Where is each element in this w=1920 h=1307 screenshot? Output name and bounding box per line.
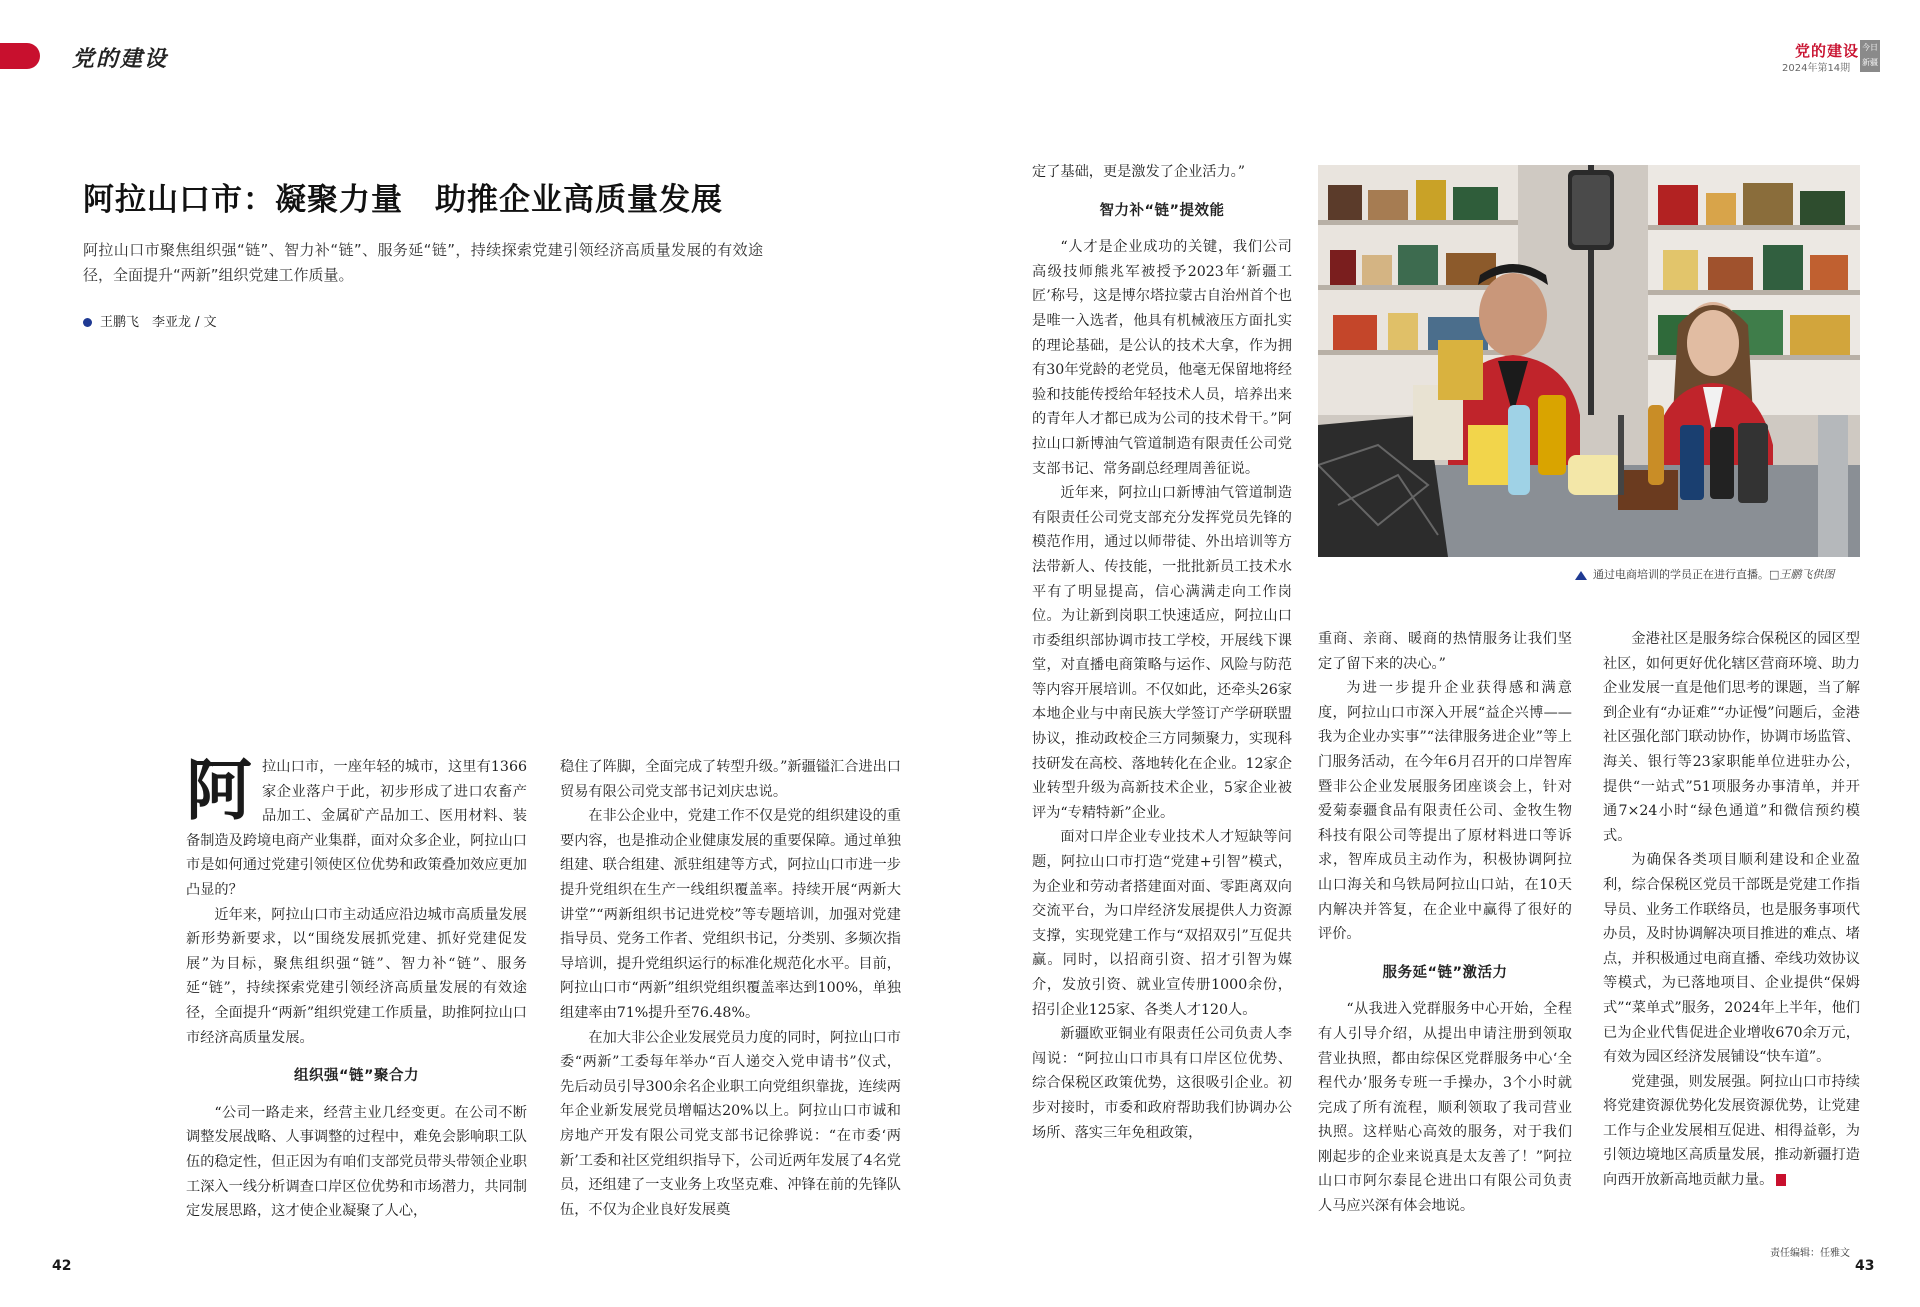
article-column-3 [1032,160,1292,1145]
paragraph: 为进一步提升企业获得感和满意度，阿拉山口市深入开展“益企兴博——我为企业办实事”“法律服务进企业”等上门服务活动，在今年6月召开的口岸智库暨非公企业发展服务团座谈会上，针对爱菊泰疆食品有限责任公司、金牧生物科技有限公司等提出了原材料进口等诉求，智库成员主动作为，积极协调阿拉山口海关和乌铁局阿拉山口站，在10天内解决并答复，在企业中赢得了很好的评价。 [1318,680,1572,943]
article-lead: 阿拉山口市聚焦组织强“链”、智力补“链”、服务延“链”，持续探索党建引领经济高质量发展的有效途径，全面提升“两新”组织党建工作质量。 [83,241,763,284]
badge-bottom-text: 新疆 [1862,58,1878,67]
paragraph: 新疆欧亚铜业有限责任公司负责人李闯说：“阿拉山口市具有口岸区位优势、综合保税区政策优势，这很吸引企业。初步对接时，市委和政府帮助我们协调办公场所、落实三年免租政策， [1032,1026,1292,1141]
magazine-badge [1860,40,1880,72]
page-number-right: 43 [1855,1258,1875,1274]
caption-triangle-icon [1575,571,1587,580]
badge-top-text: 今日 [1862,43,1878,52]
photo-caption [1575,566,1834,582]
paragraph: 为确保各类项目顺利建设和企业盈利，综合保税区党员干部既是党建工作指导员、业务工作联络员，也是服务事项代办员，及时协调解决项目推进的难点、堵点，并积极通过电商直播、牵线功效协议等模式，为已落地项目、企业提供“保姆式”“菜单式”服务，2024年上半年，他们已为企业代售促进企业增收670余万元，有效为园区经济发展铺设“快车道”。 [1603,852,1860,1066]
subheading: 智力补“链”提效能 [1099,202,1225,219]
paragraph: 近年来，阿拉山口市主动适应沿边城市高质量发展新形势新要求，以“围绕发展抓党建、抓好党建促发展”为目标，聚焦组织强“链”、智力补“链”、服务延“链”，持续探索党建引领经济高质量发展的有效途径，全面提升“两新”组织党建工作质量，助推阿拉山口市经济高质量发展。 [186,906,527,1046]
caption-text: 通过电商培训的学员正在进行直播。 [1593,568,1769,581]
caption-credit: □王鹏飞供图 [1769,568,1835,581]
byline [83,311,217,330]
paragraph: 面对口岸企业专业技术人才短缺等问题，阿拉山口市打造“党建+引智”模式，为企业和劳动者搭建面对面、零距离双向交流平台，为口岸经济发展提供人力资源支撑，实现党建工作与“双招双引”互促共赢。同时，以招商引资、招才引智为媒介，发放引资、就业宣传册1000余份，招引企业125家、各类人才120人。 [1032,829,1292,1018]
article-title: 阿拉山口市：凝聚力量 助推企业高质量发展 [83,182,723,218]
issue-label: 2024年第14期 [1782,63,1851,74]
paragraph: 在非公企业中，党建工作不仅是党的组织建设的重要内容，也是推动企业健康发展的重要保障。通过单独组建、联合组建、派驻组建等方式，阿拉山口市进一步提升党组织在生产一线组织覆盖率。持续开展“两新大讲堂”“两新组织书记进党校”等专题培训，加强对党建指导员、党务工作者、党组织书记，分类别、多频次指导培训，提升党组织运行的标准化规范化水平。目前，阿拉山口市“两新”组织党组织覆盖率达到100%，单独组建率由71%提升至76.48%。 [560,808,901,1021]
paragraph: 金港社区是服务综合保税区的园区型社区，如何更好优化辖区营商环境、助力企业发展一直是他们思考的课题，当了解到企业有“办证难”“办证慢”问题后，金港社区强化部门联动协作，协调市场监管、海关、银行等23家职能单位进驻办公，提供“一站式”51项服务办事清单，并开通7×24小时“绿色通道”和微信预约模式。 [1603,631,1860,844]
livestream-photo [1318,165,1860,557]
editor-credit: 责任编辑：任雅文 [1770,1248,1850,1259]
end-mark-icon [1776,1174,1786,1186]
article-column-4 [1318,627,1572,1219]
paragraph: 定了基础，更是激发了企业活力。” [1032,164,1245,180]
byline-dot-icon [83,318,92,327]
paragraph: 近年来，阿拉山口新博油气管道制造有限责任公司党支部充分发挥党员先锋的模范作用，通过以师带徒、外出培训等方法带新人、传技能，一批批新员工技术水平有了明显提高，信心满满走向工作岗位。为让新到岗职工快速适应，阿拉山口市委组织部协调市技工学校，开展线下课堂，对直播电商策略与运作、风险与防范等内容开展培训。不仅如此，还牵头26家本地企业与中南民族大学签订产学研联盟协议，推动政校企三方同频聚力，实现科技研发在高校、落地转化在企业。12家企业转型升级为高新技术企业，5家企业被评为“专精特新”企业。 [1032,485,1292,821]
subheading: 组织强“链”聚合力 [293,1068,420,1085]
byline-text: 王鹏飞 李亚龙 / 文 [100,315,217,330]
article-column-2 [560,755,901,1222]
paragraph: “从我进入党群服务中心开始，全程有人引导介绍，从提出申请注册到领取营业执照，都由综保区党群服务中心‘全程代办’服务专班一手操办，3个小时就完成了所有流程，顺利领取了我司营业执照。这样贴心高效的服务，对于我们刚起步的企业来说真是太友善了！”阿拉山口市阿尔泰昆仑进出口有限公司负责人马应兴深有体会地说。 [1318,1001,1572,1215]
paragraph: “人才是企业成功的关键，我们公司高级技师熊兆军被授予2023年‘新疆工匠’称号，这是博尔塔拉蒙古自治州首个也是唯一入选者，他具有机械液压方面扎实的理论基础，是公认的技术大拿，作为拥有30年党龄的老党员，他毫无保留地将经验和技能传授给年轻技术人员，培养出来的青年人才都已成为公司的技术骨干。”阿拉山口新博油气管道制造有限责任公司党支部书记、常务副总经理周善征说。 [1032,239,1292,477]
page-number-left: 42 [52,1258,72,1274]
paragraph-text: 党建强，则发展强。阿拉山口市持续将党建资源优势化发展资源优势，让党建工作与企业发展相互促进、相得益彰，为引领边境地区高质量发展，推动新疆打造向西开放新高地贡献力量。 [1603,1073,1860,1189]
section-marker [0,43,40,69]
paragraph [1603,1070,1860,1193]
paragraph: 在加大非公企业发展党员力度的同时，阿拉山口市委“两新”工委每年举办“百人递交入党申请书”仪式，先后动员引导300余名企业职工向党组织靠拢，连续两年企业新发展党员增幅达20%以上。阿拉山口市诚和房地产开发有限公司党支部书记徐骅说：“在市委‘两新’工委和社区党组织指导下，公司近两年发展了4名党员，还组建了一支业务上攻坚克难、冲锋在前的先锋队伍，不仅为企业良好发展奠 [560,1029,901,1218]
article-column-1 [186,751,527,1224]
subheading: 服务延“链”激活力 [1382,964,1508,981]
livestream-photo-illustration [1318,165,1860,557]
section-label: 党的建设 [72,46,169,72]
paragraph: 稳住了阵脚，全面完成了转型升级。”新疆镒汇合进出口贸易有限公司党支部书记刘庆忠说。 [560,759,901,800]
article-column-5 [1603,627,1860,1193]
paragraph: 重商、亲商、暖商的热情服务让我们坚定了留下来的决心。” [1318,631,1572,672]
paragraph: “公司一路走来，经营主业几经变更。在公司不断调整发展战略、人事调整的过程中，难免会影响职工队伍的稳定性，但正因为有咱们支部党员带头带领企业职工深入一线分析调查口岸区位优势和市场潜力，共同制定发展思路，这才使企业凝聚了人心， [186,1104,527,1220]
magazine-logo-title: 党的建设 [1795,42,1860,60]
paragraph: 拉山口市，一座年轻的城市，这里有1366家企业落户于此，初步形成了进口农畜产品加工、金属矿产品加工、医用材料、装备制造及跨境电商产业集群，面对众多企业，阿拉山口市是如何通过党建引领使区位优势和政策叠加效应更加凸显的？ [186,759,527,898]
dropcap: 阿 [186,751,252,829]
